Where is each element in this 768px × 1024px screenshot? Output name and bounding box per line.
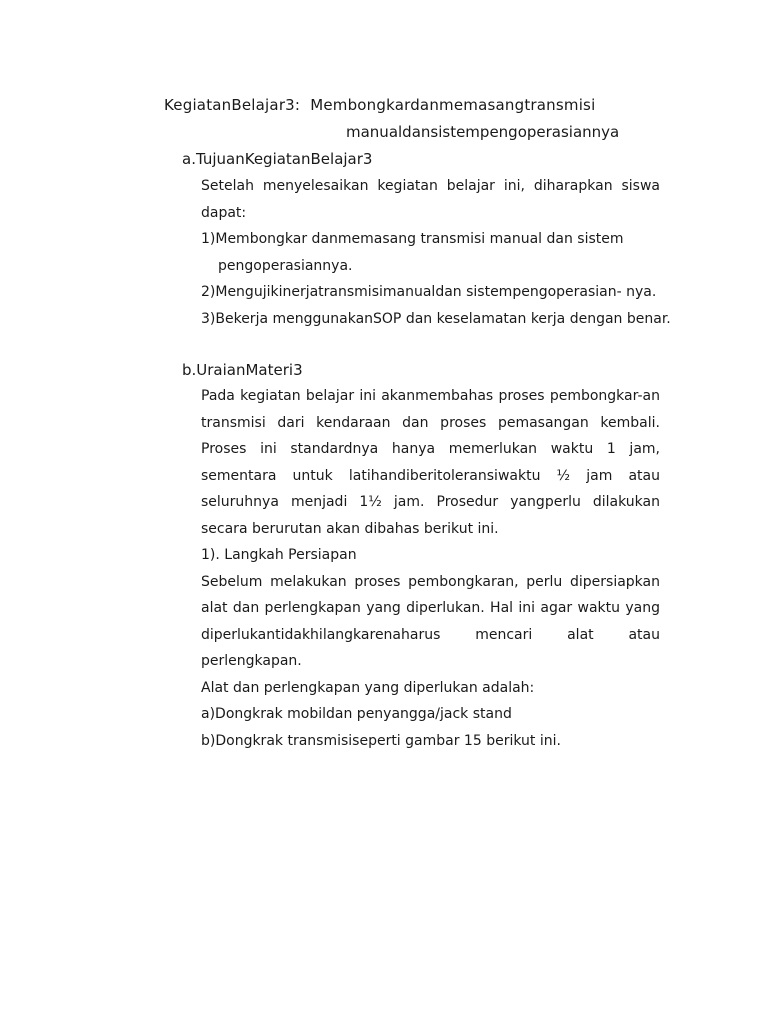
objective-item-1: 1)Membongkar danmemasang transmisi manual dan sistem [201,231,624,247]
document-title [164,96,595,114]
tool-item-a: a)Dongkrak mobildan penyangga/jack stand [201,706,512,722]
title-text-line1: Membongkardanmemasangtransmisi [310,96,596,114]
section-a-heading: a.TujuanKegiatanBelajar3 [182,150,373,168]
material-paragraph-2: Sebelum melakukan proses pembongkaran, perlu dipersiapkan alat dan perlengkapan yang diperlukan. Hal ini agar waktu yang diperlukantidakhilangkarenaharus mencari alat atau perlengkapan. [201,573,660,669]
section-a-intro: Setelah menyelesaikan kegiatan belajar ini, diharapkan siswa dapat: [201,178,660,221]
material-paragraph-1: Pada kegiatan belajar ini akanmembahas proses pembongkar-an transmisi dari kendaraan dan proses pemasangan kembali. Proses ini standardnya hanya memerlukan waktu 1 jam, sementara untuk latihandiberitoleransiwaktu ½ jam atau seluruhnya menjadi 1½ jam. Prosedur yangperlu dilakukan secara berurutan akan dibahas berikut ini. [201,388,660,537]
section-b-heading: b.UraianMateri3 [182,361,303,379]
section-a-body [201,173,671,332]
objective-item-2: 2)Mengujikinerjatransmisimanualdan sistempengoperasian- nya. [201,284,657,300]
tools-intro: Alat dan perlengkapan yang diperlukan adalah: [201,679,535,696]
step-1-heading: 1). Langkah Persiapan [201,547,357,563]
title-label: KegiatanBelajar3: [164,96,301,114]
title-text-line2: manualdansistempengoperasiannya [346,123,620,141]
objective-item-3: 3)Bekerja menggunakanSOP dan keselamatan kerja dengan benar. [201,310,671,327]
tool-item-b: b)Dongkrak transmisiseperti gambar 15 berikut ini. [201,732,561,749]
section-b-body [201,383,660,754]
objective-item-1-continued: pengoperasiannya. [218,257,353,274]
